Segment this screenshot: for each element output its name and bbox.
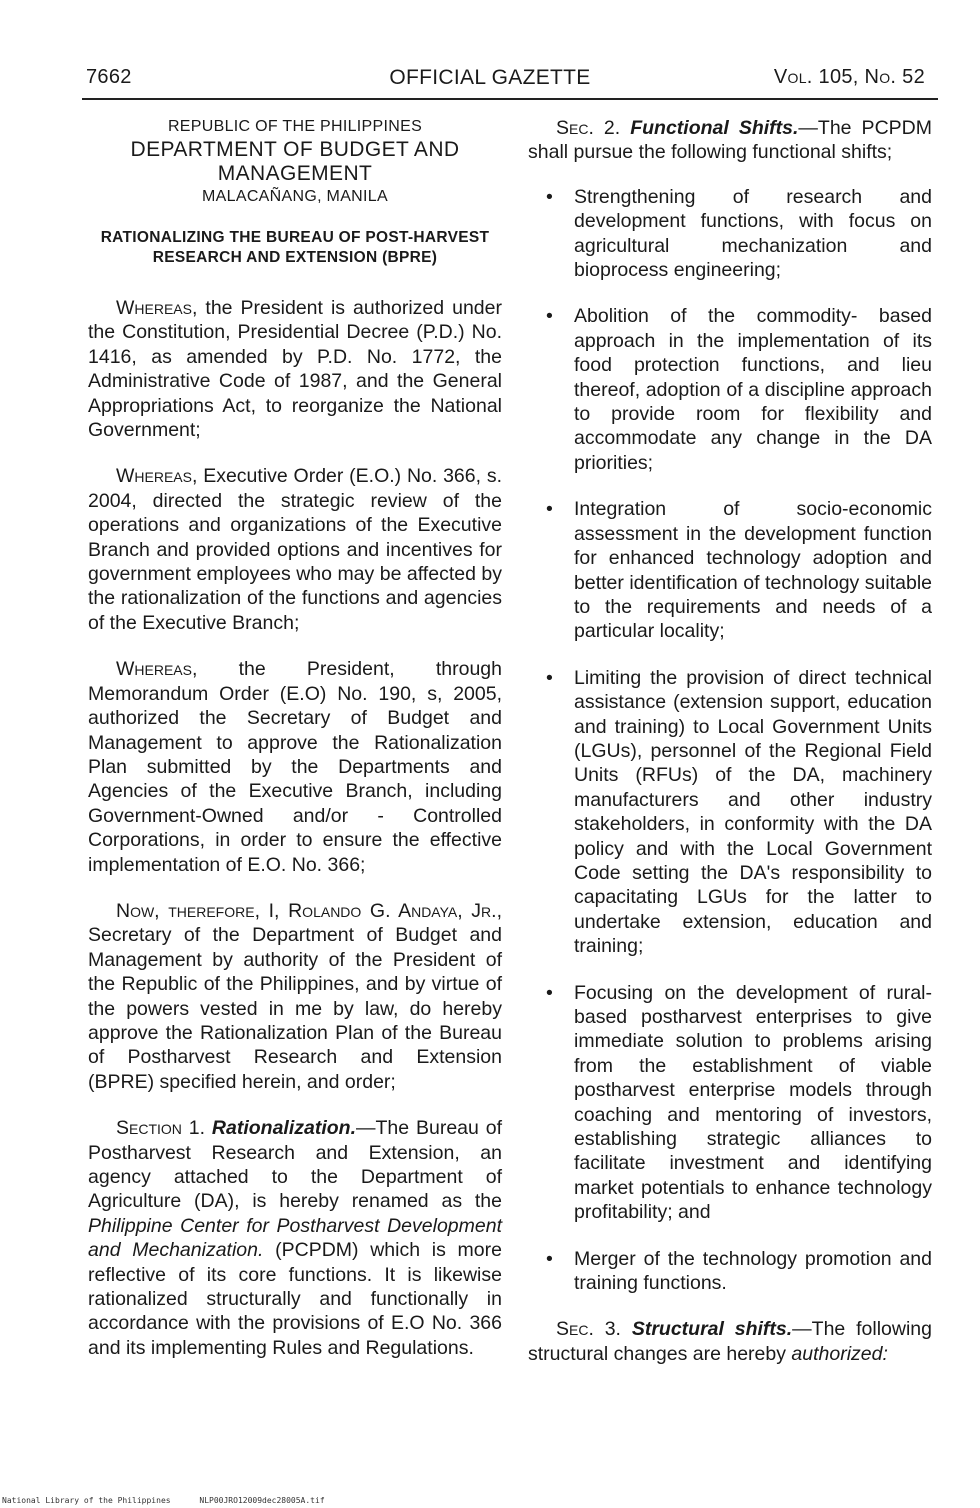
agency-republic: REPUBLIC OF THE PHILIPPINES [167,118,423,135]
section-3-label: Sec. 3. [556,1318,621,1341]
section-1-title: Rationalization. [211,1117,356,1140]
whereas-lead: Whereas, [116,465,198,488]
section-2-paragraph [528,116,932,165]
whereas-paragraph-2 [88,464,502,635]
whereas-paragraph-3 [88,657,502,877]
list-item-text: Merger of the technology promotion and training functions. [574,1247,932,1295]
section-1-text: —The Bureau of Postharvest Research and Extension, an agency attached to the Department of Agriculture (DA), is hereby renamed as the [88,1117,502,1213]
functional-shifts-list [528,185,932,1296]
section-1-new-name: Philippine Center for Postharvest Development and Mechanization. [88,1214,502,1262]
section-3-paragraph [528,1317,932,1366]
bullet-icon: • [546,1247,553,1270]
whereas-text: Executive Order (E.O.) No. 366, s. 2004, directed the strategic review of the operations and organizations of the Executive Branch and provided options and incentives for government employees who may be affected by the rationalization of the functions and agencies of the Executive Branch; [88,465,503,634]
list-item [528,981,932,1225]
agency-location: MALACAÑANG, MANILA [202,188,388,205]
footer-library: National Library of the Philippines [2,1496,171,1505]
page-number: 7662 [86,66,132,88]
right-column [528,116,932,1388]
list-item-text: Integration of socio-economic assessment in the development function for enhanced technology adoption and better identification of technology suitable to the requirements and needs of a particular locality; [574,498,932,643]
bullet-icon: • [546,305,553,328]
section-2-label: Sec. 2. [556,117,621,139]
list-item [528,666,932,959]
section-2-title: Functional Shifts. [630,117,799,139]
list-item [528,304,932,475]
section-1-label: Section 1. [116,1117,206,1140]
list-item [528,1247,932,1296]
scan-footer [2,1496,349,1505]
whereas-text: the President, through Memorandum Order (E.O) No. 190, s, 2005, authorized the Secretary of Budget and Management to approve the Rationalization Plan submitted by the Departments and Agencies of the Executive Branch, including Government-Owned and/or - Controlled Corporations, in order to ensure the effective implementation of E.O. No. 366; [88,658,502,876]
list-item [528,185,932,283]
list-item-text: Focusing on the development of rural-based postharvest enterprises to give immediate solution to problems arising from the establishment of viable postharvest enterprise models through coaching and mentoring of investors, establishing strategic alliances to facilitate investment and identifying market potentials to enhance technology profitability; and [574,981,932,1224]
now-therefore-paragraph [88,899,502,1094]
list-item-text: Abolition of the commodity- based approach in the implementation of its food protection functions, and lieu thereof, adoption of a discipline approach to provide room for flexibility and accommodate any change in the DA priorities; [574,305,932,474]
section-3-authorized: authorized: [791,1342,888,1365]
section-3-title: Structural shifts. [631,1318,793,1341]
agency-department: DEPARTMENT OF BUDGET AND MANAGEMENT [130,138,460,185]
section-2-text: —The PCPDM shall pursue the following functional shifts; [528,117,932,164]
bullet-icon: • [546,666,553,689]
bullet-icon: • [546,981,553,1004]
section-1-paragraph [88,1116,502,1360]
whereas-text: the President is authorized under the Constitution, Presidential Decree (P.D.) No. 1416, as amended by P.D. No. 1772, the Administrative Code of 1987, and the General Appropriations Act, to reorganize the National Government; [88,297,502,442]
section-3-text: —The following structural changes are hereby [528,1318,932,1365]
list-item-text: Strengthening of research and development functions, with focus on agricultural mechanization and bioprocess engineering; [574,185,932,282]
now-therefore-text: Secretary of the Department of Budget and Management by authority of the President of the Republic of the Philippines, and by virtue of the powers vested in me by law, do hereby approve the Rationalization Plan of the Bureau of Postharvest Research and Extension (BPRE) specified herein, and order; [88,924,502,1093]
bullet-icon: • [546,498,553,521]
whereas-lead: Whereas, [116,658,198,681]
now-therefore-lead: Now, therefore, I, Rolando G. Andaya, Jr., [116,899,502,922]
footer-file: NLP00JRO12009dec28005A.tif [199,1496,325,1505]
whereas-lead: Whereas, [116,297,198,319]
list-item [528,497,932,643]
left-column [88,116,502,1382]
gazette-title: OFFICIAL GAZETTE [389,66,591,89]
volume-number: Vol. 105, No. 52 [773,66,925,88]
bullet-icon: • [546,185,553,208]
section-1-text-rest: (PCPDM) which is more reflective of its core functions. It is likewise rationalized structurally and functionally in accordance with the provisions of E.O No. 366 and its implementing Rules and Regulations. [88,1239,502,1359]
list-item-text: Limiting the provision of direct technical assistance (extension support, education and training) to Local Government Units (LGUs), personnel of the Regional Field Units (RFUs) of the DA, machinery manufacturers and other industry stakeholders, in conformity with the DA policy and with the Local Government Code setting the DA's responsibility to capacitating LGUs for the latter to undertake extension, education and training; [574,666,932,958]
document-subject: RATIONALIZING THE BUREAU OF POST-HARVEST RESEARCH AND EXTENSION (BPRE) [100,229,490,266]
whereas-paragraph-1 [88,296,502,442]
header-rule [82,98,938,100]
